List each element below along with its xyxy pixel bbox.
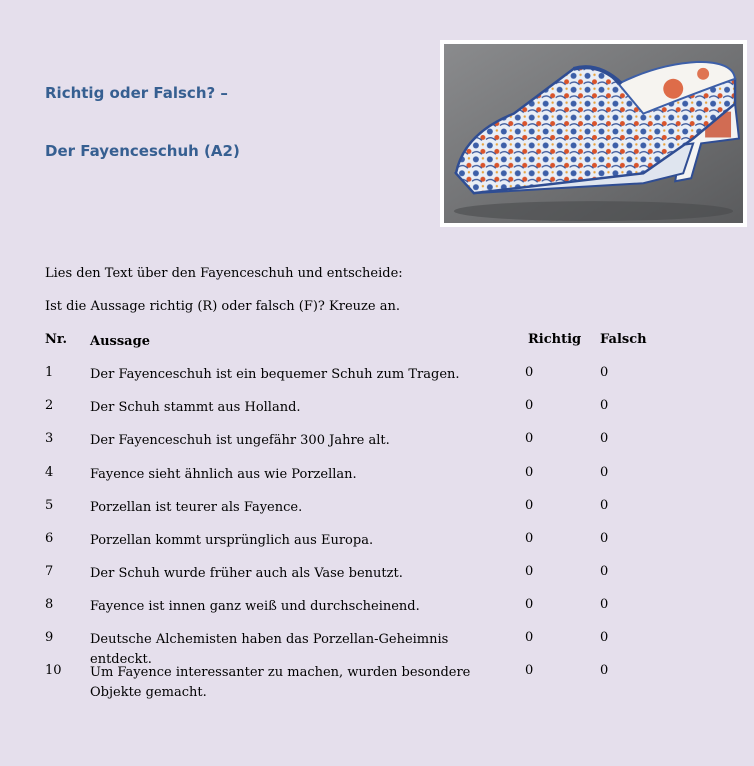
falsch-checkbox[interactable]: 0 <box>600 398 609 413</box>
richtig-checkbox[interactable]: 0 <box>525 398 534 413</box>
row-statement: Der Schuh wurde früher auch als Vase benutzt. <box>90 566 403 581</box>
falsch-checkbox[interactable]: 0 <box>600 663 609 678</box>
row-number: 2 <box>45 398 54 413</box>
richtig-checkbox[interactable]: 0 <box>525 663 534 678</box>
richtig-checkbox[interactable]: 0 <box>525 498 534 513</box>
falsch-checkbox[interactable]: 0 <box>600 431 609 446</box>
falsch-checkbox[interactable]: 0 <box>600 564 609 579</box>
richtig-checkbox[interactable]: 0 <box>525 365 534 380</box>
falsch-checkbox[interactable]: 0 <box>600 597 609 612</box>
richtig-checkbox[interactable]: 0 <box>525 564 534 579</box>
row-statement: Der Fayenceschuh ist ungefähr 300 Jahre alt. <box>90 433 390 448</box>
row-number: 3 <box>45 431 54 446</box>
row-number: 10 <box>45 663 62 678</box>
richtig-checkbox[interactable]: 0 <box>525 597 534 612</box>
shoe-image <box>440 40 747 227</box>
richtig-checkbox[interactable]: 0 <box>525 465 534 480</box>
fayence-shoe-photo-icon <box>444 44 743 223</box>
row-statement: Der Fayenceschuh ist ein bequemer Schuh zum Tragen. <box>90 367 460 382</box>
row-statement: Um Fayence interessanter zu machen, wurden besondere Objekte gemacht. <box>90 665 471 700</box>
richtig-checkbox[interactable]: 0 <box>525 630 534 645</box>
falsch-checkbox[interactable]: 0 <box>600 531 609 546</box>
header-aussage: Aussage <box>90 334 150 349</box>
instruction-line-2: Ist die Aussage richtig (R) oder falsch (F)? Kreuze an. <box>45 299 400 314</box>
richtig-checkbox[interactable]: 0 <box>525 431 534 446</box>
row-statement: Der Schuh stammt aus Holland. <box>90 400 301 415</box>
header-falsch: Falsch <box>600 332 647 347</box>
row-statement: Fayence sieht ähnlich aus wie Porzellan. <box>90 467 357 482</box>
row-number: 6 <box>45 531 54 546</box>
instruction-line-1: Lies den Text über den Fayenceschuh und entscheide: <box>45 266 403 281</box>
row-statement: Fayence ist innen ganz weiß und durchscheinend. <box>90 599 420 614</box>
falsch-checkbox[interactable]: 0 <box>600 498 609 513</box>
row-statement: Deutsche Alchemisten haben das Porzellan-Geheimnis entdeckt. <box>90 632 449 667</box>
richtig-checkbox[interactable]: 0 <box>525 531 534 546</box>
falsch-checkbox[interactable]: 0 <box>600 365 609 380</box>
page-subtitle: Der Fayenceschuh (A2) <box>45 142 240 160</box>
falsch-checkbox[interactable]: 0 <box>600 630 609 645</box>
header-richtig: Richtig <box>528 332 582 347</box>
row-statement: Porzellan kommt ursprünglich aus Europa. <box>90 533 374 548</box>
falsch-checkbox[interactable]: 0 <box>600 465 609 480</box>
row-number: 8 <box>45 597 54 612</box>
page-title: Richtig oder Falsch? – <box>45 84 228 102</box>
header-nr: Nr. <box>45 332 68 347</box>
row-number: 9 <box>45 630 54 645</box>
row-number: 7 <box>45 564 54 579</box>
row-number: 4 <box>45 465 54 480</box>
row-statement: Porzellan ist teurer als Fayence. <box>90 500 303 515</box>
row-number: 1 <box>45 365 54 380</box>
row-number: 5 <box>45 498 54 513</box>
